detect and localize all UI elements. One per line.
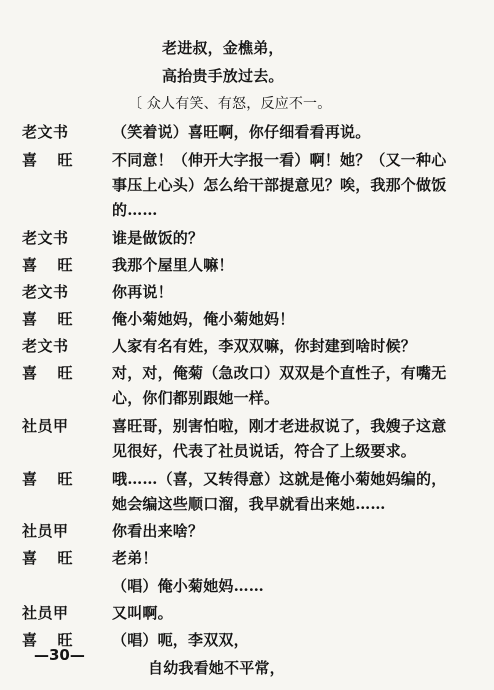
dialogue-line: 人家有名有姓，李双双嘛，你封建到啥时候？ bbox=[112, 337, 417, 355]
dialogue-line: 高抬贵手放过去。 bbox=[162, 67, 284, 85]
dialogue-line: （唱）俺小菊她妈…… bbox=[112, 577, 265, 595]
dialogue-line: 老进叔，金樵弟， bbox=[162, 39, 284, 57]
speaker-label: 喜 旺 bbox=[22, 470, 74, 488]
dialogue-line: 事压上心头）怎么给干部提意见？唉，我那个做饭 bbox=[112, 176, 447, 194]
dialogue-line: 你再说！ bbox=[112, 283, 173, 301]
dialogue-line: 我那个屋里人嘛！ bbox=[112, 256, 234, 274]
dialogue-line: 哦……（喜，又转得意）这就是俺小菊她妈编的， bbox=[112, 470, 447, 488]
dialogue-line: （笑着说）喜旺啊，你仔细看看再说。 bbox=[112, 123, 371, 141]
page-number: —30— bbox=[34, 646, 85, 664]
dialogue-line: 你看出来啥？ bbox=[112, 522, 204, 540]
speaker-label: 老文书 bbox=[22, 337, 69, 355]
speaker-label: 社员甲 bbox=[22, 604, 69, 622]
dialogue-line: 喜旺哥，别害怕啦，刚才老进叔说了，我嫂子这意 bbox=[112, 417, 447, 435]
speaker-label: 社员甲 bbox=[22, 417, 69, 435]
dialogue-line: 见很好，代表了社员说话，符合了上级要求。 bbox=[112, 442, 417, 460]
dialogue-line: 的…… bbox=[112, 201, 158, 219]
dialogue-line: 对，对，俺菊（急改口）双双是个直性子，有嘴无 bbox=[112, 364, 447, 382]
dialogue-line: （唱）呃，李双双， bbox=[112, 631, 249, 649]
speaker-label: 老文书 bbox=[22, 229, 69, 247]
speaker-label: 老文书 bbox=[22, 283, 69, 301]
speaker-label: 喜 旺 bbox=[22, 631, 74, 649]
dialogue-line: 心，你们都别跟她一样。 bbox=[112, 389, 280, 407]
speaker-label: 社员甲 bbox=[22, 522, 69, 540]
dialogue-line: 俺小菊她妈，俺小菊她妈！ bbox=[112, 310, 295, 328]
dialogue-line: 自幼我看她不平常， bbox=[148, 659, 285, 677]
dialogue-line: 又叫啊。 bbox=[112, 604, 173, 622]
dialogue-line: 不同意！（伸开大字报一看）啊！她？（又一种心 bbox=[112, 151, 447, 169]
stage-direction: 〔 众人有笑、有怒，反应不一。 bbox=[128, 96, 332, 112]
speaker-label: 老文书 bbox=[22, 123, 69, 141]
dialogue-line: 老弟！ bbox=[112, 549, 158, 567]
speaker-label: 喜 旺 bbox=[22, 151, 74, 169]
speaker-label: 喜 旺 bbox=[22, 549, 74, 567]
dialogue-line: 她会编这些顺口溜，我早就看出来她…… bbox=[112, 495, 386, 513]
speaker-label: 喜 旺 bbox=[22, 256, 74, 274]
dialogue-line: 谁是做饭的？ bbox=[112, 229, 204, 247]
speaker-label: 喜 旺 bbox=[22, 364, 74, 382]
speaker-label: 喜 旺 bbox=[22, 310, 74, 328]
